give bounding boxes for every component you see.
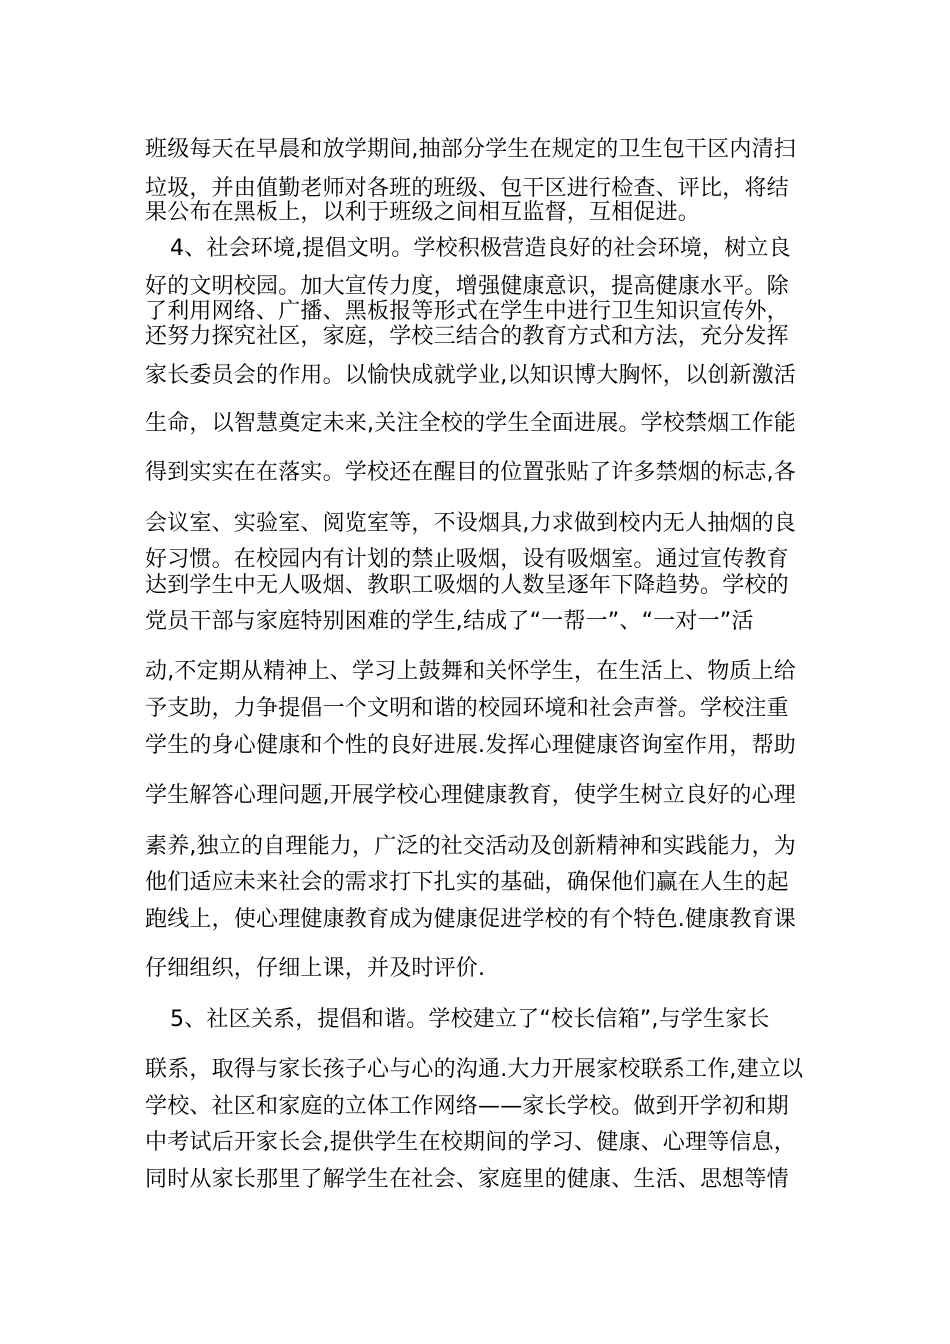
text-line: 得到实实在在落实。学校还在醒目的位置张贴了许多禁烟的标志,各 bbox=[145, 460, 796, 485]
text-line: 学生的身心健康和个性的良好进展.发挥心理健康咨询室作用，帮助 bbox=[145, 733, 796, 758]
text-line: 联系，取得与家长孩子心与心的沟通.大力开展家校联系工作,建立以 bbox=[145, 1057, 804, 1082]
paragraph-5-start: 5、社区关系，提倡和谐。学校建立了“校长信箱”,与学生家长 bbox=[170, 1007, 770, 1032]
text-line: 素养,独立的自理能力，广泛的社交活动及创新精神和实践能力，为 bbox=[145, 834, 796, 859]
text-line: 达到学生中无人吸烟、教职工吸烟的人数呈逐年下降趋势。学校的 bbox=[145, 573, 789, 598]
text-line: 跑线上，使心理健康教育成为健康促进学校的有个特色.健康教育课 bbox=[145, 907, 796, 932]
text-line: 会议室、实验室、阅览室等，不设烟具,力求做到校内无人抽烟的良 bbox=[145, 511, 796, 536]
text-line: 好习惯。在校园内有计划的禁止吸烟，设有吸烟室。通过宣传教育 bbox=[145, 547, 789, 572]
text-line: 了利用网络、广播、黑板报等形式在学生中进行卫生知识宣传外， bbox=[145, 299, 789, 324]
paragraph-4-start: 4、社会环境,提倡文明。学校积极营造良好的社会环境，树立良 bbox=[170, 236, 791, 261]
text-line: 学校、社区和家庭的立体工作网络——家长学校。做到开学初和期 bbox=[145, 1094, 789, 1119]
text-line: 仔细组织，仔细上课，并及时评价. bbox=[145, 956, 486, 981]
text-line: 果公布在黑板上，以利于班级之间相互监督，互相促进。 bbox=[145, 200, 701, 225]
text-line: 党员干部与家庭特别困难的学生,结成了“一帮一”、“一对一”活 bbox=[145, 609, 754, 634]
text-line: 好的文明校园。加大宣传力度，增强健康意识，提高健康水平。除 bbox=[145, 274, 789, 299]
text-line: 生命，以智慧奠定未来,关注全校的学生全面进展。学校禁烟工作能 bbox=[145, 411, 796, 436]
text-line: 班级每天在早晨和放学期间,抽部分学生在规定的卫生包干区内清扫 bbox=[145, 137, 796, 162]
text-line: 予支助，力争提倡一个文明和谐的校园环境和社会声誉。学校注重 bbox=[145, 696, 789, 721]
text-line: 垃圾，并由值勤老师对各班的班级、包干区进行检查、评比，将结 bbox=[145, 176, 789, 201]
text-line: 中考试后开家长会,提供学生在校期间的学习、健康、心理等信息， bbox=[145, 1130, 796, 1155]
text-line: 还努力探究社区，家庭，学校三结合的教育方式和方法，充分发挥 bbox=[145, 324, 789, 349]
text-line: 同时从家长那里了解学生在社会、家庭里的健康、生活、思想等情 bbox=[145, 1167, 789, 1192]
text-line: 家长委员会的作用。以愉快成就学业,以知识博大胸怀，以创新激活 bbox=[145, 363, 796, 388]
text-line: 动,不定期从精神上、学习上鼓舞和关怀学生，在生活上、物质上给 bbox=[145, 659, 796, 684]
text-line: 学生解答心理问题,开展学校心理健康教育，使学生树立良好的心理 bbox=[145, 783, 796, 808]
text-line: 他们适应未来社会的需求打下扎实的基础，确保他们赢在人生的起 bbox=[145, 870, 789, 895]
